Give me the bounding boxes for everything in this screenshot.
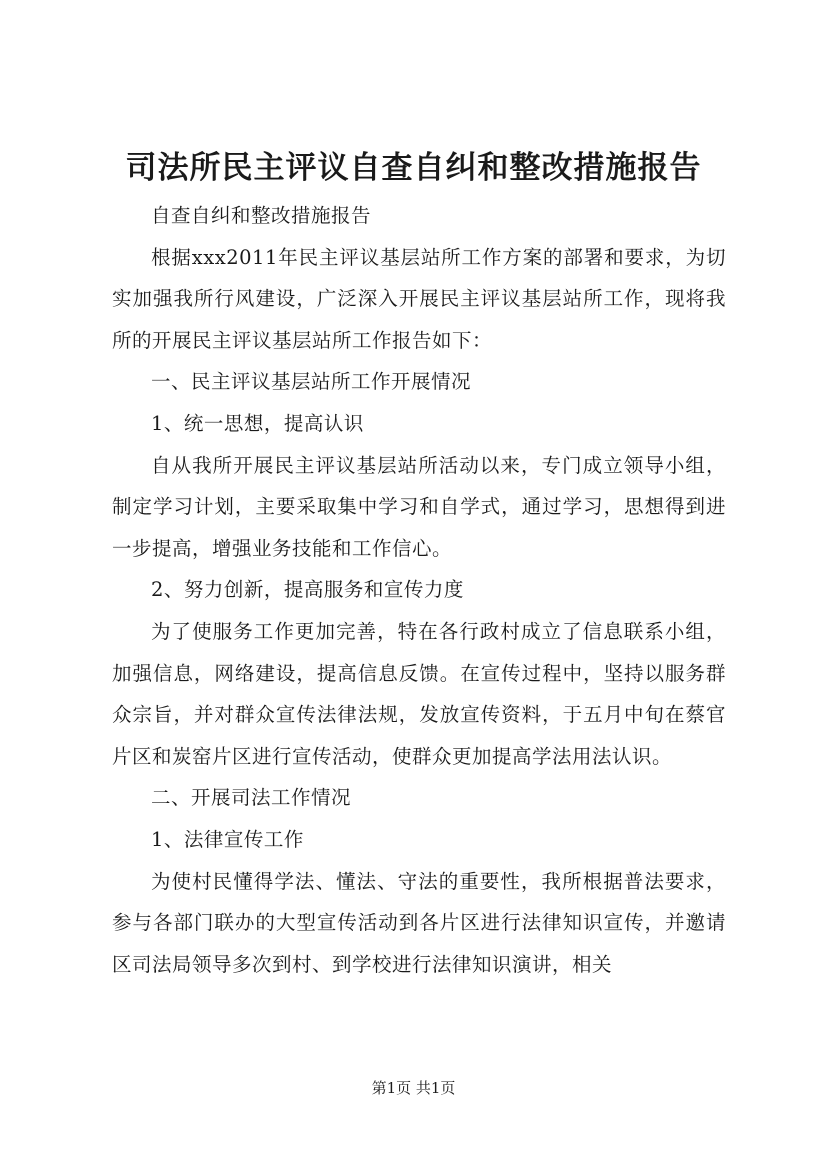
subsection-heading-1-1: 1、统一思想，提高认识	[151, 411, 364, 435]
paragraph-intro: 根据xxx2011年民主评议基层站所工作方案的部署和要求，为切实加强我所行风建设，广泛深入开展民主评议基层站所工作，现将我所的开展民主评议基层站所工作报告如下：	[112, 245, 726, 352]
section-heading-1: 一、民主评议基层站所工作开展情况	[151, 370, 472, 394]
subsection-heading-2-1: 1、法律宣传工作	[151, 827, 304, 851]
section-heading-2: 二、开展司法工作情况	[151, 786, 352, 810]
document-title: 司法所民主评议自查自纠和整改措施报告	[125, 150, 702, 186]
page-footer: 第1页 共1页	[371, 1079, 456, 1097]
paragraph-1-1: 自从我所开展民主评议基层站所活动以来，专门成立领导小组，制定学习计划，主要采取集中学习和自学式，通过学习，思想得到进一步提高，增强业务技能和工作信心。	[112, 453, 726, 560]
subsection-heading-1-2: 2、努力创新，提高服务和宣传力度	[151, 578, 464, 602]
paragraph-subtitle: 自查自纠和整改措施报告	[151, 204, 372, 227]
paragraph-1-2: 为了使服务工作更加完善，特在各行政村成立了信息联系小组，加强信息，网络建设，提高信息反馈。在宣传过程中，坚持以服务群众宗旨，并对群众宣传法律法规，发放宣传资料，于五月中旬在蔡官片区和炭窑片区进行宣传活动，使群众更加提高学法用法认识。	[112, 619, 726, 768]
paragraph-2-1: 为使村民懂得学法、懂法、守法的重要性，我所根据普法要求，参与各部门联办的大型宣传活动到各片区进行法律知识宣传，并邀请区司法局领导多次到村、到学校进行法律知识演讲，相关	[112, 869, 726, 976]
document-body	[112, 195, 726, 985]
